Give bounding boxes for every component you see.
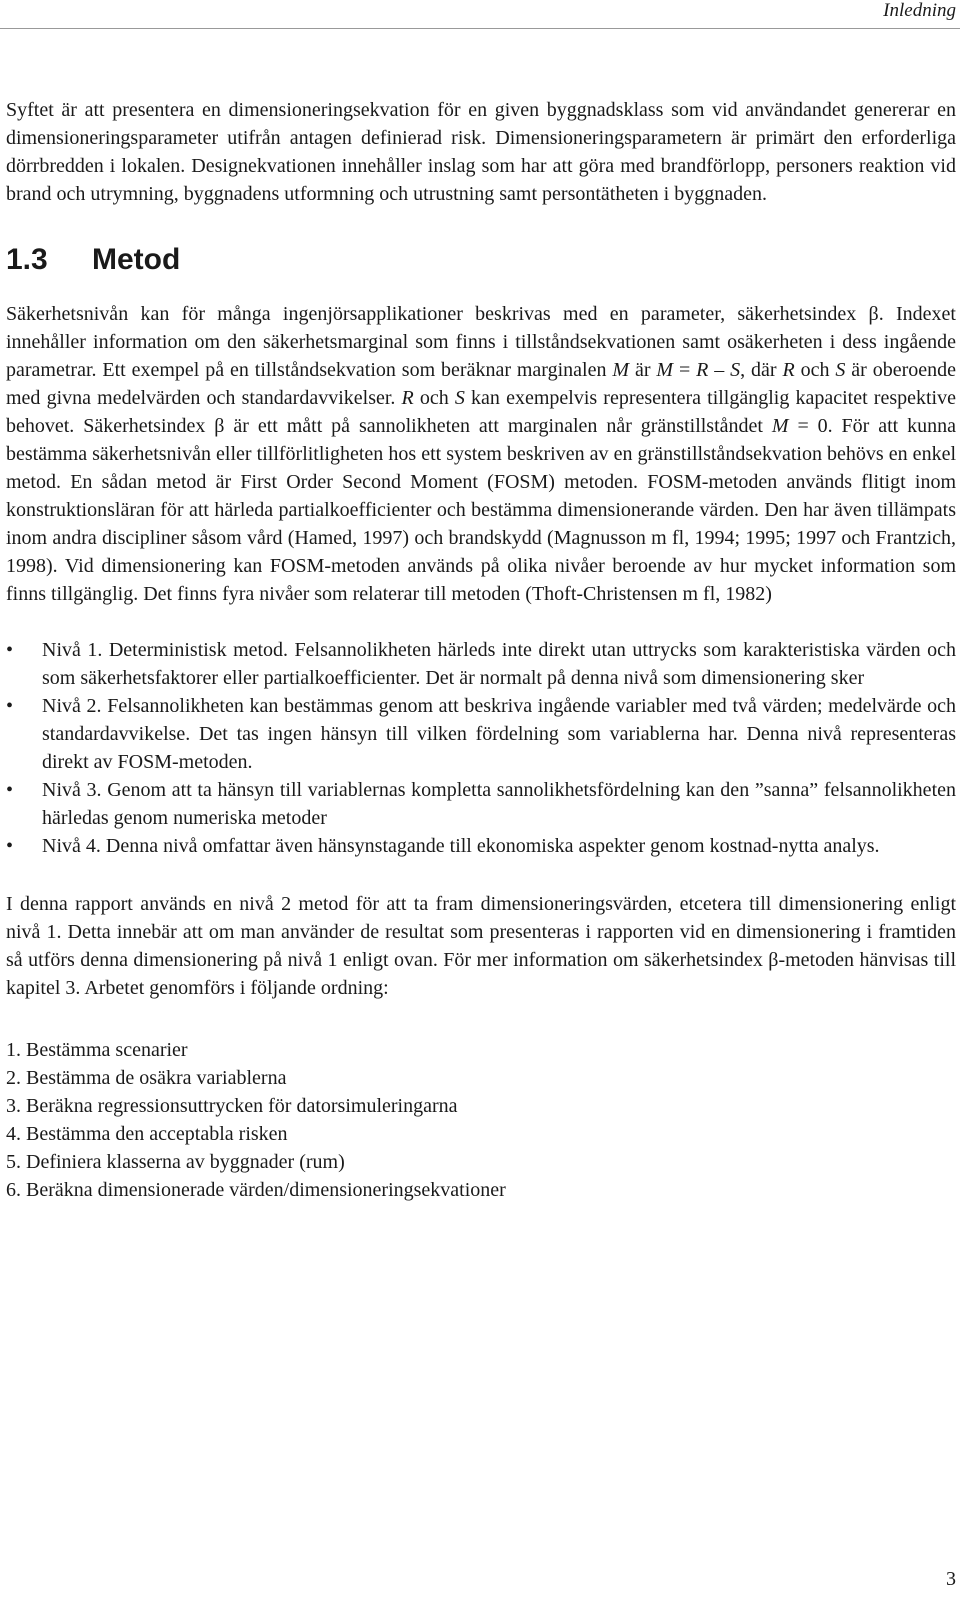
intro-paragraph: Syftet är att presentera en dimensioneringsekvation för en given byggnadsklass som vid användandet genererar en dimensioneringsparameter utifrån antagen definierad risk. Dimensioneringsparametern är primärt den erforderliga dörrbredden i lokalen. Designekvationen innehåller inslag som har att göra med brandförlopp, personers reaktion vid brand och utrymning, byggnadens utformning och utrustning samt persontätheten i byggnaden.: [6, 99, 956, 205]
list-item-text: Nivå 1. Deterministisk metod. Felsannolikheten härleds inte direkt utan uttrycks som karakteristiska värden och som säkerhetsfaktorer eller partialkoefficienter. Det är normalt på denna nivå som dimensionering sker: [42, 639, 956, 689]
list-item: 6. Beräkna dimensionerade värden/dimensioneringsekvationer: [6, 1179, 506, 1201]
bullet-icon: •: [6, 835, 14, 857]
page-content: [6, 96, 956, 1204]
method-text: är: [629, 359, 657, 381]
variable-m: M: [612, 359, 630, 381]
method-text: kan exempelvis representera tillgänglig kapacitet respektive behovet. Säkerhetsindex β är ett mått på sannolikheten att marginalen når gränstillståndet: [6, 387, 956, 437]
list-item-text: Nivå 4. Denna nivå omfattar även hänsynstagande till ekonomiska aspekter genom kostnad-nytta analys.: [42, 835, 880, 857]
list-item: 2. Bestämma de osäkra variablerna: [6, 1067, 287, 1089]
list-item: [6, 832, 956, 860]
method-text: , där: [740, 359, 783, 381]
variable-r: R: [696, 359, 709, 381]
list-item: 5. Definiera klasserna av byggnader (rum): [6, 1151, 345, 1173]
method-text: –: [708, 359, 731, 381]
bullet-icon: •: [6, 695, 14, 717]
method-text: = 0. För att kunna bestämma säkerhetsnivån eller tillförlitligheten hos ett system beskriven av en gränstillståndsekvation behövs en enkel metod. En sådan metod är First Order Second Moment (FOSM) metoden. FOSM-metoden används flitigt inom konstruktionsläran för att härleda partialkoefficienter och bestämma dimensionerande värden. Den har även tillämpats inom andra discipliner såsom vård (Hamed, 1997) och brandskydd (Magnusson m fl, 1994; 1995; 1997 och Frantzich, 1998). Vid dimensionering kan FOSM-metoden används på olika nivåer beroende av hur mycket information som finns tillgänglig. Det finns fyra nivåer som relaterar till metoden (Thoft-Christensen m fl, 1982): [6, 415, 956, 605]
page-number: 3: [946, 1568, 956, 1590]
list-item: 4. Bestämma den acceptabla risken: [6, 1123, 288, 1145]
variable-s: S: [730, 359, 741, 381]
list-item: [6, 692, 956, 776]
variable-m: M: [656, 359, 674, 381]
steps-list: [6, 1036, 956, 1204]
report-paragraph: I denna rapport används en nivå 2 metod för att ta fram dimensioneringsvärden, etcetera till dimensionering enligt nivå 1. Detta innebär att om man använder de resultat som presenteras i rapporten vid en dimensionering i framtiden så utförs denna dimensionering på nivå 1 enligt ovan. För mer information om säkerhetsindex β-metoden hänvisas till kapitel 3. Arbetet genomförs i följande ordning:: [6, 893, 956, 999]
variable-r: R: [782, 359, 795, 381]
section-heading: [6, 242, 956, 278]
bullet-icon: •: [6, 639, 14, 661]
method-text: är oberoende med givna medelvärden och standardavvikelser.: [6, 359, 957, 409]
list-item-text: Nivå 3. Genom att ta hänsyn till variablernas kompletta sannolikhetsfördelning kan den ”sanna” felsannolikheten härledas genom numeriska metoder: [42, 779, 956, 829]
variable-r: R: [401, 387, 414, 409]
variable-s: S: [454, 387, 465, 409]
variable-s: S: [835, 359, 846, 381]
method-text: och: [413, 387, 455, 409]
list-item: 3. Beräkna regressionsuttrycken för datorsimuleringarna: [6, 1095, 458, 1117]
running-header: [0, 0, 960, 29]
variable-m: M: [771, 415, 789, 437]
list-item: [6, 636, 956, 692]
method-paragraph: [6, 300, 956, 608]
method-text: Säkerhetsnivån kan för många ingenjörsapplikationer beskrivas med en parameter, säkerhetsindex β. Indexet innehåller information om den säkerhetsmarginal som finns i tillståndsekvationen samt osäkerheten i dess ingående parametrar. Ett exempel på en tillståndsekvation som beräknar marginalen: [6, 303, 956, 381]
method-text: =: [673, 359, 697, 381]
section-title: Metod: [92, 243, 181, 276]
list-item: [6, 776, 956, 832]
method-text: och: [794, 359, 836, 381]
list-item-text: Nivå 2. Felsannolikheten kan bestämmas genom att beskriva ingående variabler med två värden; medelvärde och standardavvikelse. Det tas ingen hänsyn till vilken fördelning som variablerna har. Denna nivå representeras direkt av FOSM-metoden.: [42, 695, 956, 773]
bullet-icon: •: [6, 779, 14, 801]
levels-list: [6, 636, 956, 860]
list-item: 1. Bestämma scenarier: [6, 1039, 188, 1061]
section-number: 1.3: [6, 243, 48, 276]
running-header-title: Inledning: [883, 0, 956, 21]
